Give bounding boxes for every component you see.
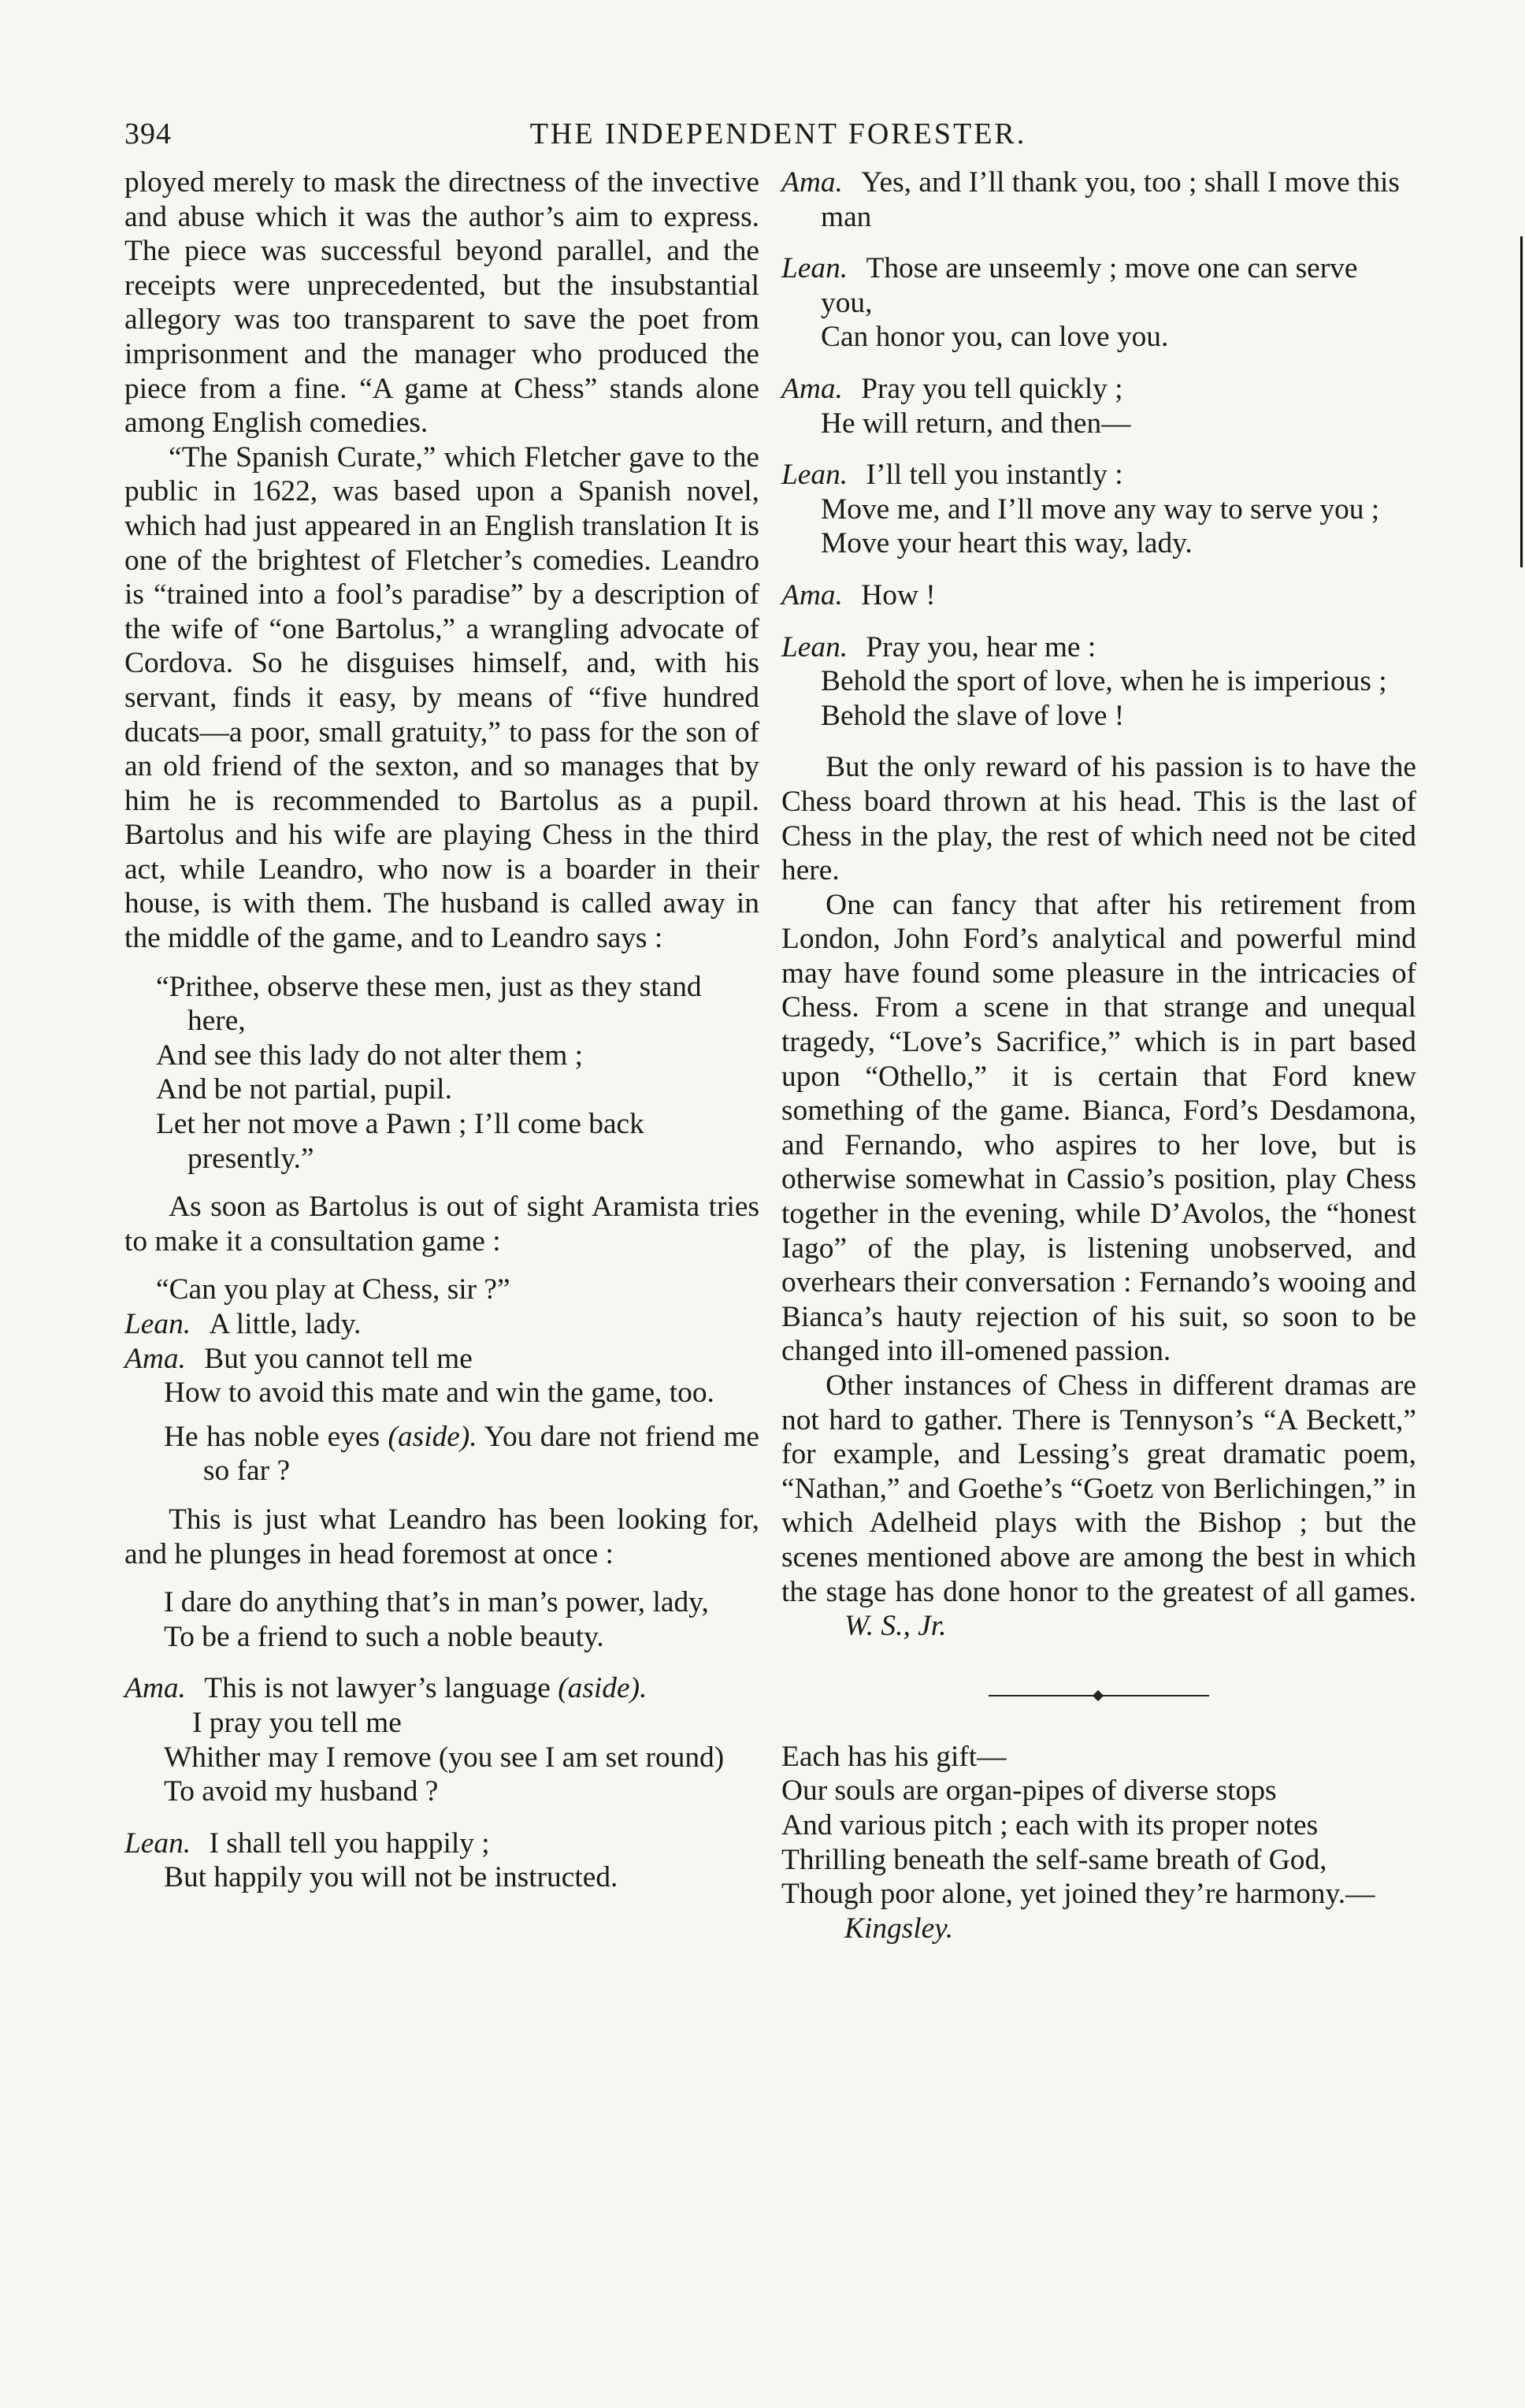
dialogue-line: Can honor you, can love you. <box>821 321 1169 354</box>
dialogue-line: But happily you will not be instructed. <box>164 1861 618 1894</box>
speech-block <box>781 165 1416 234</box>
speaker: Lean. <box>124 1826 191 1860</box>
poem-text: Though poor alone, yet joined they’re harmony.— <box>781 1878 1375 1911</box>
speech-text: Pray you tell quickly ; <box>861 372 1123 405</box>
dialogue-line <box>124 1342 759 1377</box>
dialogue-line <box>124 1420 759 1488</box>
verse-quote <box>124 1585 759 1654</box>
speech-block <box>781 251 1416 355</box>
speech-text: Pray you, hear me : <box>866 630 1096 663</box>
speech-text: But you cannot tell me <box>204 1342 473 1375</box>
dialogue-line: Behold the sport of love, when he is imperious ; <box>821 665 1387 698</box>
speech-text: He has noble eyes <box>164 1420 388 1453</box>
poem-line <box>781 1877 1416 1945</box>
speech-text: How ! <box>861 578 936 611</box>
speech-text: You dare not friend me so far ? <box>203 1420 759 1488</box>
dialogue-line <box>781 630 1416 665</box>
dialogue-line <box>781 458 1416 492</box>
dialogue <box>124 1273 759 1488</box>
stage-direction: (aside). <box>558 1672 647 1705</box>
poem-line: And various pitch ; each with its proper notes <box>781 1808 1319 1841</box>
speaker: Ama. <box>124 1672 186 1705</box>
speech-text: A little, lady. <box>209 1308 362 1340</box>
speaker: Ama. <box>124 1342 186 1375</box>
paragraph-text: Other instances of Chess in different dramas are not hard to gather. There is Tennyson’s “A Beckett,” for example, and Lessing’s great dramatic poem, “Nathan,” and Goethe’s “Goetz von Berlichingen,” in which Adelheid plays with the Bishop ; but the scenes mentioned above are among the best in which the stage has done honor to the greatest of all games. <box>781 1369 1416 1608</box>
speech-text: I’ll tell you instantly : <box>866 459 1123 492</box>
paragraph: This is just what Leandro has been looking for, and he plunges in head foremost at once : <box>124 1503 759 1570</box>
divider-ornament <box>1093 1690 1104 1701</box>
running-title: THE INDEPENDENT FORESTER. <box>529 117 1027 150</box>
speech-block <box>781 578 1416 613</box>
right-column <box>781 165 1416 1945</box>
dialogue-line <box>781 578 1416 613</box>
poem-author: Kingsley. <box>844 1912 954 1945</box>
paragraph: As soon as Bartolus is out of sight Aramista tries to make it a consultation game : <box>124 1191 759 1258</box>
section-divider <box>989 1691 1209 1700</box>
poem-line: Thrilling beneath the self-same breath of God, <box>781 1843 1327 1876</box>
stage-direction: (aside). <box>388 1420 477 1453</box>
speech-block <box>781 458 1416 561</box>
dialogue-line: He will return, and then— <box>821 407 1131 440</box>
dialogue-line: Whither may I remove (you see I am set round) <box>164 1741 725 1774</box>
poem-line: Each has his gift— <box>781 1740 1007 1773</box>
paragraph: One can fancy that after his retirement from London, John Ford’s analytical and powerful mind may have found some pleasure in the intricacies of Chess. From a scene in that strange and unequal tragedy, “Love’s Sacrifice,” which is in part based upon “Othello,” it is certain that Ford knew something of the game. Bianca, Ford’s Desdamona, and Fernando, who aspires to her love, but is otherwise somewhat in Cassio’s position, play Chess together in the evening, while D’Avolos, the “honest Iago” of the play, is listening unobserved, and overhears their conversation : Fernando’s wooing and Bianca’s hauty rejection of his suit, so soon to be changed into ill-omened passion. <box>781 888 1416 1368</box>
dialogue <box>781 165 1416 733</box>
speaker: Lean. <box>781 252 848 285</box>
dialogue-line <box>124 1671 759 1706</box>
speaker: Lean. <box>781 630 848 663</box>
speaker: Ama. <box>781 578 843 611</box>
paragraph: But the only reward of his passion is to have the Chess board thrown at his head. This is the last of Chess in the play, the rest of which need not be cited here. <box>781 751 1416 887</box>
author-signature: W. S., Jr. <box>844 1610 947 1643</box>
paragraph: ployed merely to mask the directness of the invective and abuse which it was the author’s aim to express. The piece was successful beyond parallel, and the receipts were unprecedented, but the insubstantial allegory was too transparent to save the poet from imprisonment and the manager who produced the piece from a fine. “A game at Chess” stands alone among English comedies. <box>124 166 759 440</box>
dialogue <box>124 1671 759 1895</box>
dialogue-line: Behold the slave of love ! <box>821 699 1125 732</box>
dialogue-line: “Can you play at Chess, sir ?” <box>156 1273 510 1306</box>
dialogue-line: I pray you tell me <box>192 1706 402 1739</box>
speech-text: I shall tell you happily ; <box>209 1826 490 1860</box>
page-number: 394 <box>124 117 172 150</box>
paragraph <box>781 1369 1416 1644</box>
dialogue-line: Move me, and I’ll move any way to serve you ; <box>821 492 1380 526</box>
dialogue-line <box>124 1307 759 1342</box>
dialogue-line: Move your heart this way, lady. <box>821 527 1193 560</box>
page-header <box>124 117 1432 164</box>
speaker: Ama. <box>781 166 843 199</box>
verse-line: To be a friend to such a noble beauty. <box>164 1620 604 1653</box>
dialogue-line <box>781 372 1416 407</box>
left-column <box>124 165 759 1909</box>
dialogue-line <box>781 165 1416 234</box>
margin-rule <box>1520 236 1523 567</box>
speech-block <box>781 630 1416 734</box>
paragraph: “The Spanish Curate,” which Fletcher gave to the public in 1622, was based upon a Spanish novel, which had just appeared in an English translation It is one of the brightest of Fletcher’s comedies. Leandro is “trained into a fool’s paradise” by a description of the wife of “one Bartolus,” a wrangling advocate of Cordova. So he disguises himself, and, with his servant, finds it easy, by means of “five hundred ducats—a poor, small gratuity,” to pass for the son of an old friend of the sexton, and so manages that by him he is recommended to Bartolus as a pupil. Bartolus and his wife are playing Chess in the third act, while Leandro, who now is a boarder in their house, is with them. The husband is called away in the middle of the game, and to Leandro says : <box>124 440 759 955</box>
verse-line: I dare do anything that’s in man’s power, lady, <box>164 1586 709 1619</box>
speech-text: This is not lawyer’s language <box>204 1672 558 1705</box>
dialogue-line <box>124 1826 759 1861</box>
poem <box>781 1740 1416 1946</box>
speaker: Lean. <box>781 459 848 492</box>
poem-line: Our souls are organ-pipes of diverse stops <box>781 1774 1277 1808</box>
verse-line: “Prithee, observe these men, just as they stand here, <box>156 970 702 1038</box>
speech-text: Yes, and I’ll thank you, too ; shall I move this man <box>821 166 1400 233</box>
speaker: Ama. <box>781 372 843 405</box>
dialogue-line: To avoid my husband ? <box>164 1775 439 1808</box>
speaker: Lean. <box>124 1308 191 1340</box>
verse-line: And see this lady do not alter them ; <box>156 1039 584 1072</box>
verse-line: Let her not move a Pawn ; I’ll come back presently.” <box>156 1108 644 1175</box>
speech-block <box>781 372 1416 440</box>
verse-line: And be not partial, pupil. <box>156 1073 452 1106</box>
dialogue-line <box>781 251 1416 320</box>
dialogue-line: How to avoid this mate and win the game, too. <box>164 1377 714 1410</box>
verse-quote <box>124 970 759 1176</box>
speech-text: Those are unseemly ; move one can serve you, <box>821 252 1358 319</box>
